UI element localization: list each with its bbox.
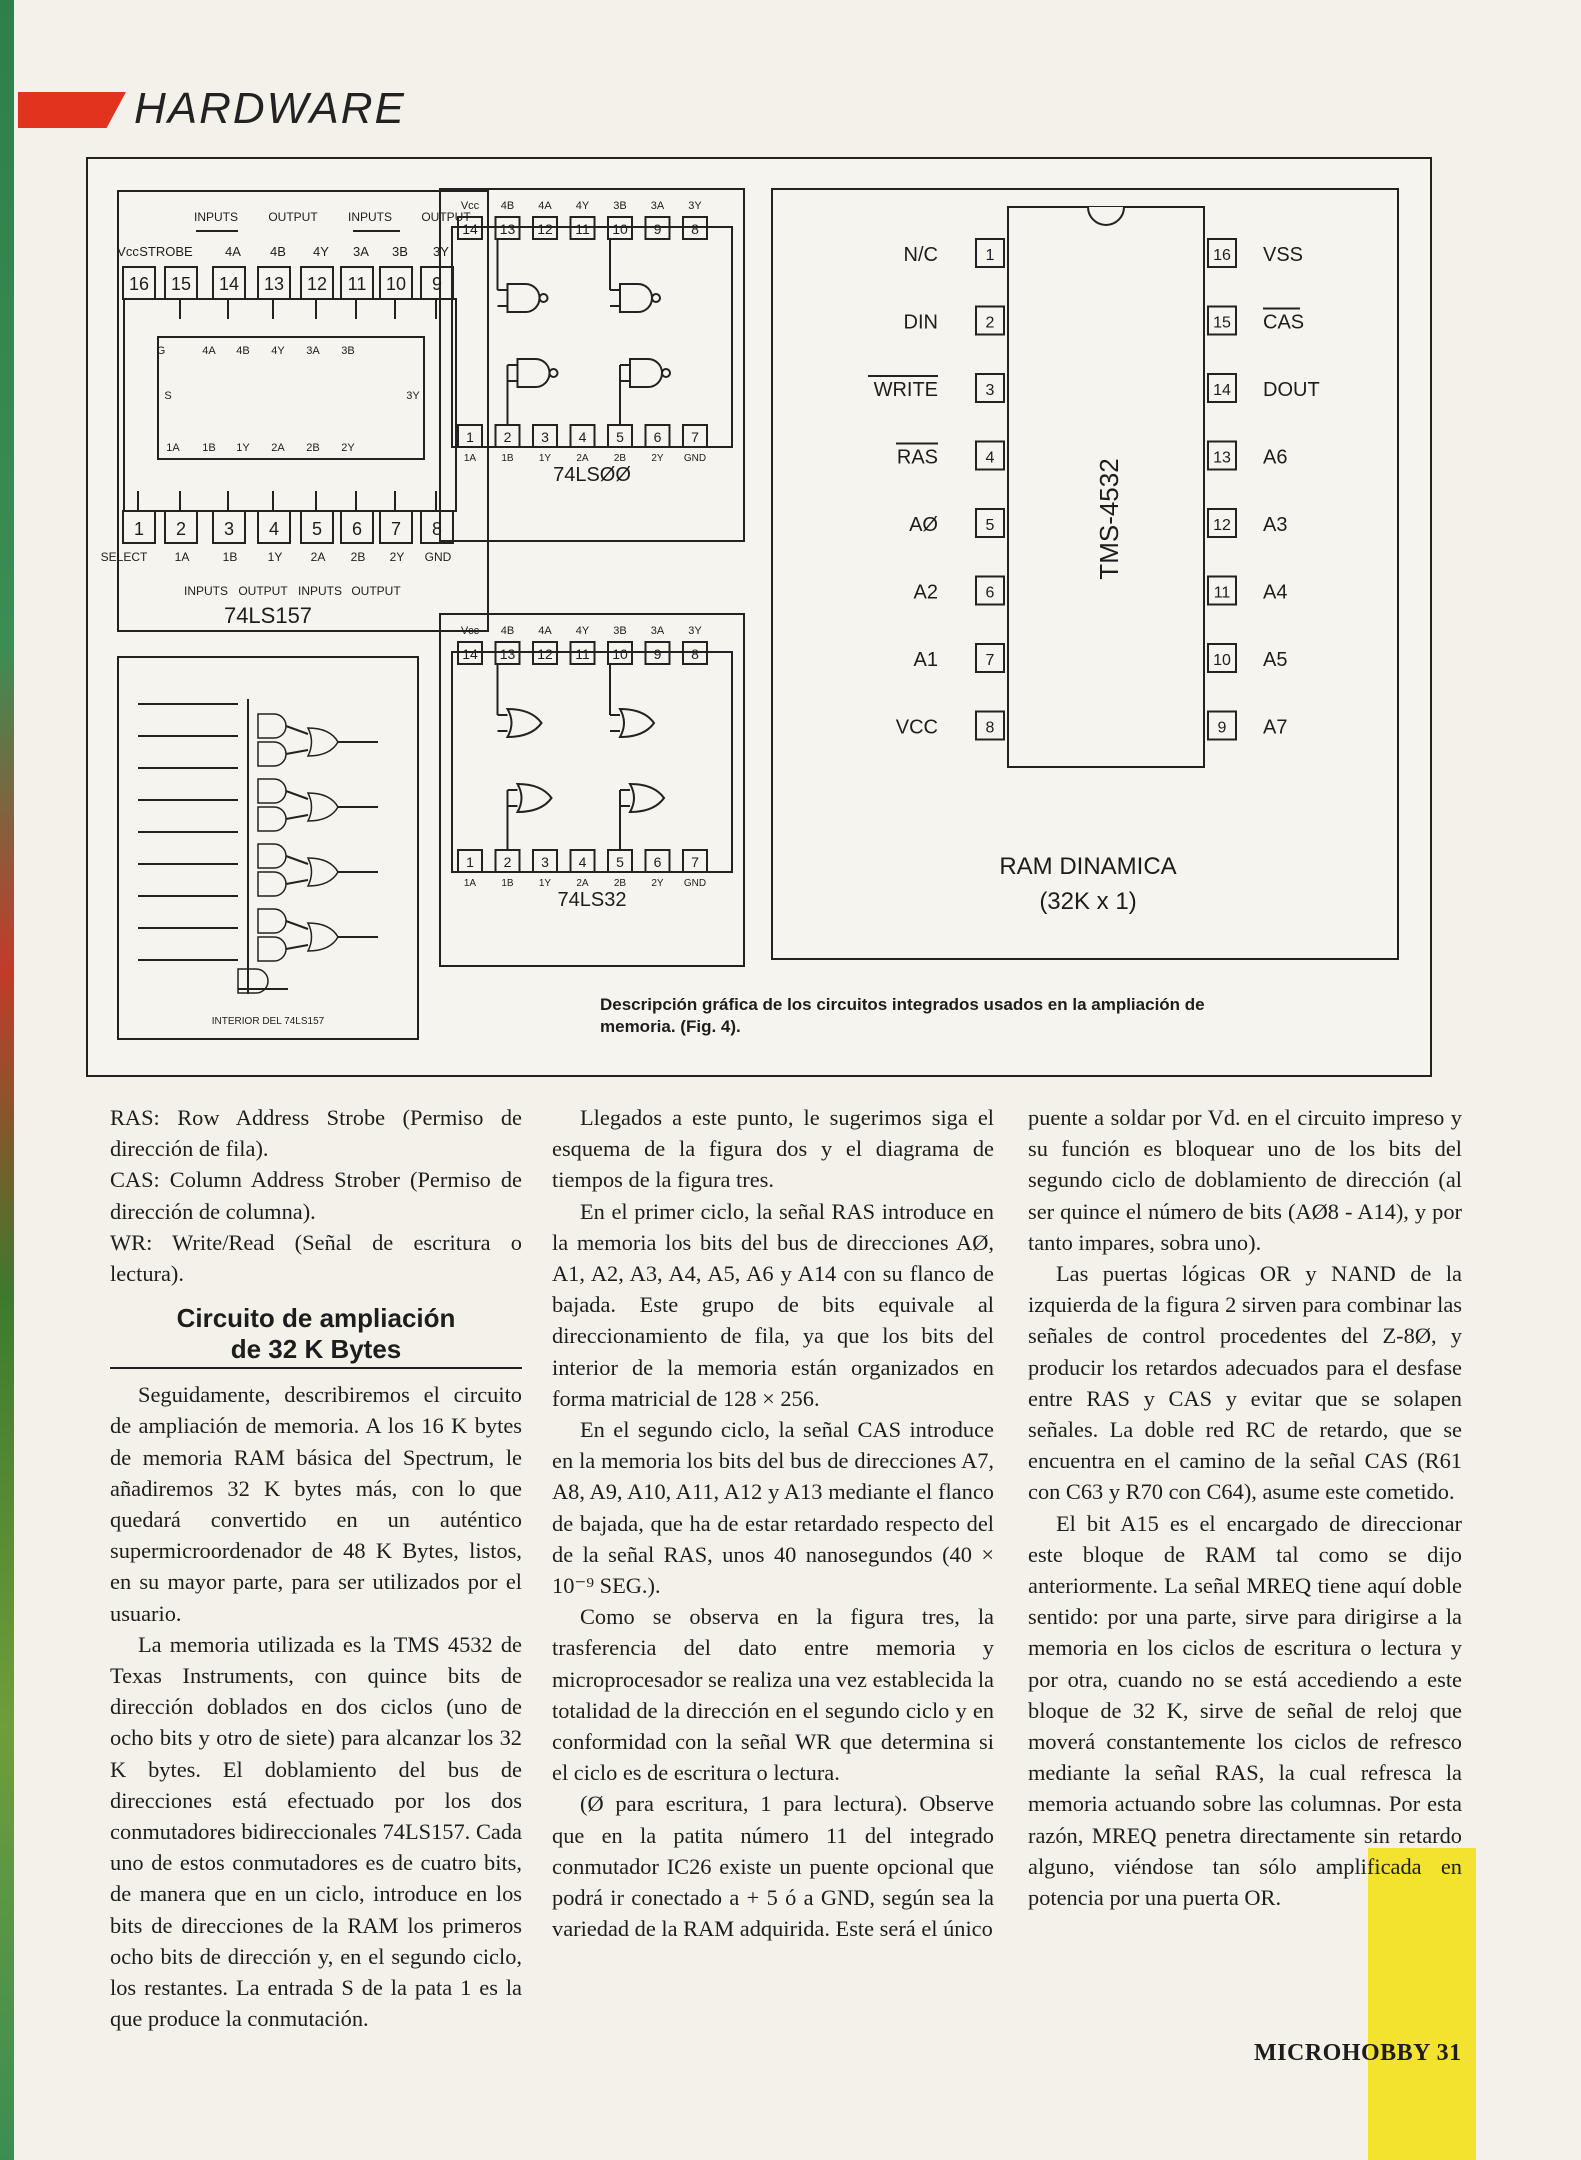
pin-label: 1B bbox=[501, 453, 514, 464]
paragraph: En el primer ciclo, la señal RAS introduce en la memoria los bits del bus de direcciones AØ, A1, A2, A3, A4, A5, A6 y A14 con su flanco de bajada. Este grupo de bits equivale al direccionamiento de fila, ya que los bits del interior de la memoria están organizados en forma matricial de 128 × 256. bbox=[552, 1198, 994, 1411]
pin-number: 1 bbox=[133, 519, 145, 539]
pin-number: 7 bbox=[691, 429, 699, 445]
nand-gate bbox=[508, 284, 540, 312]
inner-label: 1A bbox=[166, 442, 180, 454]
pin-number: 3 bbox=[985, 382, 995, 399]
pin-number: 6 bbox=[653, 854, 662, 870]
figure-caption: Descripción gráfica de los circuitos integrados usados en la ampliación de memoria. (Fig. 4). bbox=[600, 995, 1205, 1036]
paragraph: En el segundo ciclo, la señal CAS introduce en la memoria los bits del bus de direcciones A7, A8, A9, A10, A11, A12 y A13 mediante el flanco de bajada, que ha de estar retardado respecto del de la señal RAS, unos 40 nanosegundos (40 × 10⁻⁹ SEG.). bbox=[552, 1417, 994, 1599]
or-gate bbox=[518, 784, 552, 812]
or-gate bbox=[308, 728, 338, 756]
pin-label: A2 bbox=[913, 581, 938, 604]
pin-label: 1A bbox=[463, 878, 477, 889]
pin-number: 8 bbox=[691, 646, 699, 662]
definition-wr: WR: Write/Read (Señal de escritura o lectura). bbox=[110, 1229, 522, 1287]
ram-notch bbox=[1088, 207, 1124, 225]
pin-label: 2B bbox=[613, 878, 627, 889]
pin-number: 12 bbox=[306, 274, 328, 294]
figure-4 bbox=[86, 157, 1432, 1077]
section-marker bbox=[18, 92, 126, 128]
wire bbox=[286, 791, 308, 799]
pin-label: 2Y bbox=[651, 453, 664, 464]
pin-number: 6 bbox=[985, 584, 995, 602]
inner-label: S bbox=[164, 390, 172, 402]
pin-number: 3 bbox=[223, 519, 235, 539]
pin-label: 2B bbox=[350, 550, 366, 564]
pin-label: A7 bbox=[1263, 716, 1288, 739]
paragraph: puente a soldar por Vd. en el circuito impreso y su función es bloquear uno de los bits del segundo ciclo de doblamiento de dirección (al ser quince el número de bits (AØ8 - A14), y por tanto impares, sobra uno). bbox=[1028, 1105, 1462, 1255]
or-gate bbox=[508, 709, 542, 737]
pin-number: 10 bbox=[385, 274, 407, 294]
pin-label: AØ bbox=[909, 514, 938, 536]
pin-label: 2A bbox=[310, 550, 326, 564]
pin-label: 4Y bbox=[313, 244, 329, 259]
pin-number: 4 bbox=[268, 519, 280, 539]
wire bbox=[286, 880, 308, 884]
pin-number: 5 bbox=[616, 854, 624, 870]
pin-number: 7 bbox=[985, 652, 995, 669]
article-column-2 bbox=[552, 1102, 994, 1944]
pin-number: 12 bbox=[537, 221, 553, 237]
pin-number: 12 bbox=[537, 646, 553, 662]
pin-label: Vcc bbox=[117, 244, 139, 259]
pin-number: 9 bbox=[1217, 719, 1227, 737]
pin-number: 2 bbox=[503, 429, 512, 445]
chip157-body bbox=[124, 299, 456, 511]
inner-label: 3A bbox=[306, 345, 320, 357]
pin-number: 2 bbox=[985, 314, 995, 332]
chip-label: 74LSØØ bbox=[553, 464, 631, 486]
pin-label: 4B bbox=[500, 625, 515, 637]
subheading-line-2: de 32 K Bytes bbox=[230, 1334, 402, 1365]
pin-number: 14 bbox=[218, 274, 240, 294]
pin-number: 2 bbox=[503, 854, 512, 870]
pin-number: 15 bbox=[170, 274, 192, 294]
pin-number: 8 bbox=[985, 719, 995, 737]
pin-number: 9 bbox=[653, 221, 662, 237]
pin-label: 2A bbox=[576, 453, 589, 464]
pin-label: 4A bbox=[225, 244, 241, 259]
chip-label: 74LS157 bbox=[223, 603, 313, 628]
page-number: 31 bbox=[1436, 2040, 1462, 2066]
pin-number: 4 bbox=[985, 449, 995, 467]
and-gate bbox=[258, 714, 286, 738]
page-footer bbox=[1254, 2040, 1462, 2067]
wire bbox=[286, 726, 308, 734]
pin-number: 7 bbox=[390, 519, 402, 539]
paragraph: Las puertas lógicas OR y NAND de la izquierda de la figura 2 sirven para combinar las señales de control procedentes del Z-8Ø, y producir los retardos adecuados para el desfase entre RAS y CAS y evitar que se solapen señales. La doble red RC de retardo, que se encuentra en el camino de la señal CAS (R61 con C63 y R70 con C64), asume este cometido. bbox=[1028, 1261, 1462, 1505]
paragraph: La memoria utilizada es la TMS 4532 de Texas Instruments, con quince bits de dirección doblados en dos ciclos (uno de ocho bits y otro de siete) para alcanzar los 32 K bytes. El doblamiento del bus de direcciones está efectuado por los dos conmutadores bidireccionales 74LS157. Cada uno de estos conmutadores es de cuatro bits, de manera que en un ciclo, introduce en los bits de direcciones de la RAM los primeros ocho bits de dirección y, en el segundo ciclo, los restantes. La entrada S de la pata 1 es la que produce la conmutación. bbox=[110, 1631, 522, 2032]
pin-label: 3A bbox=[650, 200, 665, 212]
pin-label: 2Y bbox=[389, 550, 405, 564]
pin-label: 3B bbox=[392, 244, 408, 259]
and-gate bbox=[258, 844, 286, 868]
pin-label: A1 bbox=[913, 649, 938, 671]
and-gate bbox=[258, 937, 286, 961]
pin-number: 6 bbox=[653, 429, 662, 445]
paragraph: Como se observa en la figura tres, la trasferencia del dato entre memoria y microprocesador se realiza una vez establecida la totalidad de la dirección en el segundo ciclo y en conformidad con la señal WR que determina si el ciclo es de escritura o lectura. bbox=[552, 1604, 994, 1786]
pin-label: Vcc bbox=[460, 200, 480, 212]
pin-number: 5 bbox=[985, 517, 995, 534]
or-gate bbox=[308, 858, 338, 886]
pin-number: 2 bbox=[175, 519, 187, 539]
ram-title: RAM DINAMICA bbox=[999, 853, 1177, 880]
pin-label: 2A bbox=[576, 878, 589, 889]
gate-bubble bbox=[662, 369, 670, 377]
pin-label: 3Y bbox=[688, 625, 702, 637]
pin-label: 4B bbox=[270, 244, 286, 259]
pin-number: 5 bbox=[616, 429, 624, 445]
pin-number: 14 bbox=[462, 646, 478, 662]
pin-label: GND bbox=[424, 550, 452, 564]
or-gate bbox=[620, 709, 654, 737]
pin-number: 9 bbox=[653, 646, 662, 662]
inner-label: 4A bbox=[202, 345, 216, 357]
pin-number: 1 bbox=[466, 854, 474, 870]
nand-gate bbox=[518, 359, 550, 387]
pin-number: 3 bbox=[541, 854, 549, 870]
or-gate bbox=[630, 784, 664, 812]
pin-number: 7 bbox=[691, 854, 699, 870]
pin-label: 3A bbox=[650, 625, 665, 637]
pin-label: 1B bbox=[222, 550, 238, 564]
pin-label: A5 bbox=[1263, 649, 1288, 671]
wire bbox=[286, 945, 308, 949]
group-label: INPUTS bbox=[183, 584, 229, 598]
chip-label: 74LS32 bbox=[557, 889, 627, 911]
pin-number: 13 bbox=[263, 274, 285, 294]
group-label: INPUTS bbox=[297, 584, 343, 598]
interior-label: INTERIOR DEL 74LS157 bbox=[211, 1016, 325, 1027]
pin-label: 1Y bbox=[538, 453, 552, 464]
and-gate bbox=[258, 807, 286, 831]
pin-label: A4 bbox=[1263, 581, 1288, 604]
and-gate bbox=[258, 872, 286, 896]
pin-label: CAS bbox=[1263, 311, 1305, 334]
pin-number: 8 bbox=[431, 519, 443, 539]
binding-edge bbox=[0, 0, 14, 2160]
chip157-inner bbox=[158, 337, 424, 459]
circuit-diagrams bbox=[88, 159, 1434, 1079]
pin-label: 1A bbox=[463, 453, 477, 464]
inner-label: 2Y bbox=[341, 442, 355, 454]
nand-gate bbox=[630, 359, 662, 387]
ram-chip-name: TMS-4532 bbox=[1094, 458, 1124, 580]
pin-number: 11 bbox=[575, 646, 590, 662]
pin-number: 10 bbox=[612, 221, 628, 237]
pin-number: 11 bbox=[347, 274, 367, 294]
and-gate bbox=[258, 909, 286, 933]
wire bbox=[286, 856, 308, 864]
pin-number: 13 bbox=[1213, 449, 1231, 467]
pin-number: 14 bbox=[1213, 382, 1231, 399]
wire bbox=[286, 815, 308, 819]
pin-label: 4A bbox=[538, 200, 552, 212]
pin-label: GND bbox=[683, 453, 707, 464]
pin-number: 3 bbox=[541, 429, 549, 445]
section-title: HARDWARE bbox=[134, 84, 406, 133]
inner-label: G bbox=[156, 345, 166, 357]
group-label: OUTPUT bbox=[268, 210, 318, 224]
or-gate bbox=[308, 793, 338, 821]
pin-label: 2Y bbox=[651, 878, 664, 889]
subheading-line-1: Circuito de ampliación bbox=[176, 1303, 456, 1334]
pin-label: 1Y bbox=[267, 550, 283, 564]
pin-label: N/C bbox=[903, 244, 938, 266]
pin-label: STROBE bbox=[139, 244, 193, 259]
inner-label: 4Y bbox=[271, 345, 285, 357]
group-label: OUTPUT bbox=[421, 210, 471, 224]
pin-number: 16 bbox=[1213, 247, 1231, 264]
group-label: INPUTS bbox=[347, 210, 393, 224]
wire bbox=[286, 750, 308, 754]
pin-label: A6 bbox=[1263, 446, 1288, 469]
pin-number: 12 bbox=[1213, 517, 1231, 534]
subheading bbox=[110, 1303, 522, 1369]
pin-number: 4 bbox=[578, 429, 587, 445]
pin-number: 8 bbox=[691, 221, 699, 237]
pin-number: 13 bbox=[499, 221, 516, 237]
paragraph: (Ø para escritura, 1 para lectura). Observe que en la patita número 11 del integrado conmutador IC26 existe un puente opcional que podrá ir conectado a + 5 ó a GND, según sea la variedad de la RAM adquirida. Este será el único bbox=[552, 1791, 994, 1942]
pin-number: 15 bbox=[1213, 314, 1231, 332]
pin-number: 16 bbox=[128, 274, 150, 294]
chip-body bbox=[452, 652, 732, 872]
inner-label: 2A bbox=[271, 442, 285, 454]
pin-number: 6 bbox=[351, 519, 363, 539]
gate-bubble bbox=[652, 294, 660, 302]
ram-subtitle: (32K x 1) bbox=[1039, 888, 1137, 915]
pin-number: 13 bbox=[499, 646, 516, 662]
pin-label: 4Y bbox=[575, 625, 590, 637]
inner-label: 3B bbox=[341, 345, 355, 357]
and-gate bbox=[258, 742, 286, 766]
inner-label: 1B bbox=[202, 442, 216, 454]
pin-label: 4A bbox=[538, 625, 552, 637]
paragraph: Seguidamente, describiremos el circuito de ampliación de memoria. A los 16 K bytes de memoria RAM básica del Spectrum, le añadiremos 32 K bytes más, con lo que quedará convertido en un auténtico supermicroordenador de 48 K Bytes, listos, en su mayor parte, para ser utilizados por el usuario. bbox=[110, 1382, 522, 1626]
pin-label: 3A bbox=[353, 244, 369, 259]
ram-panel bbox=[772, 189, 1398, 959]
pin-label: 3Y bbox=[433, 244, 449, 259]
inner-label: 3Y bbox=[406, 390, 420, 402]
inner-label: 1Y bbox=[236, 442, 250, 454]
gate-bubble bbox=[540, 294, 548, 302]
chip-body bbox=[452, 227, 732, 447]
pin-label: RAS bbox=[896, 446, 938, 469]
pin-label: GND bbox=[683, 878, 707, 889]
inner-label: 4B bbox=[236, 345, 250, 357]
pin-label: 1A bbox=[174, 550, 190, 564]
group-label: OUTPUT bbox=[238, 584, 288, 598]
pin-label: DOUT bbox=[1263, 379, 1320, 401]
pin-number: 9 bbox=[431, 274, 443, 294]
pin-number: 5 bbox=[311, 519, 323, 539]
pin-label: 1Y bbox=[538, 878, 552, 889]
paragraph: Llegados a este punto, le sugerimos siga el esquema de la figura dos y el diagrama de tiempos de la figura tres. bbox=[552, 1105, 994, 1193]
nand-gate bbox=[620, 284, 652, 312]
article-column-3 bbox=[1028, 1102, 1462, 1913]
pin-label: 3B bbox=[613, 200, 627, 212]
pin-label: SELECT bbox=[100, 550, 148, 564]
paragraph: El bit A15 es el encargado de direccionar este bloque de RAM tal como se dijo anteriormente. La señal MREQ tiene aquí doble sentido: por una parte, sirve para dirigirse a la memoria en los ciclos de escritura o lectura y por otra, cuando no se está accediendo a este bloque de 32 K, sirve de señal de reloj que moverá constantemente los ciclos de refresco mediante la señal RAS, la cual refresca la memoria actuando sobre las columnas. Por esta razón, MREQ penetra directamente sin retardo alguno, viéndose tan sólo amplificada en potencia por una puerta OR. bbox=[1028, 1510, 1462, 1911]
pin-number: 11 bbox=[1213, 584, 1231, 602]
pin-label: 1B bbox=[501, 878, 514, 889]
pin-number: 10 bbox=[612, 646, 628, 662]
pin-label: 3Y bbox=[688, 200, 702, 212]
pin-number: 1 bbox=[466, 429, 474, 445]
pin-label: A3 bbox=[1263, 514, 1288, 536]
pin-number: 14 bbox=[462, 221, 478, 237]
or-gate bbox=[308, 923, 338, 951]
and-gate bbox=[258, 779, 286, 803]
group-label: OUTPUT bbox=[351, 584, 401, 598]
article-column-1 bbox=[110, 1102, 522, 2034]
definition-cas: CAS: Column Address Strober (Permiso de dirección de columna). bbox=[110, 1167, 522, 1224]
pin-label: VSS bbox=[1263, 244, 1304, 266]
definition-ras: RAS: Row Address Strobe (Permiso de dirección de fila). bbox=[110, 1105, 522, 1162]
magazine-name: MICROHOBBY bbox=[1254, 2040, 1431, 2066]
pin-number: 10 bbox=[1213, 652, 1231, 669]
pin-label: DIN bbox=[903, 311, 938, 334]
pin-label: 3B bbox=[613, 625, 627, 637]
pin-number: 11 bbox=[575, 221, 590, 237]
pin-label: 2B bbox=[613, 453, 627, 464]
pin-label: 4B bbox=[500, 200, 515, 212]
chip00-panel bbox=[440, 189, 744, 541]
pin-label: Vcc bbox=[460, 625, 480, 637]
pin-label: WRITE bbox=[873, 379, 938, 401]
wire bbox=[286, 921, 308, 929]
pin-label: VCC bbox=[895, 716, 938, 739]
pin-number: 1 bbox=[985, 247, 995, 264]
inner-label: 2B bbox=[306, 442, 320, 454]
gate-bubble bbox=[550, 369, 558, 377]
pin-number: 4 bbox=[578, 854, 587, 870]
group-label: INPUTS bbox=[193, 210, 239, 224]
pin-label: 4Y bbox=[575, 200, 590, 212]
chip32-panel bbox=[440, 614, 744, 966]
